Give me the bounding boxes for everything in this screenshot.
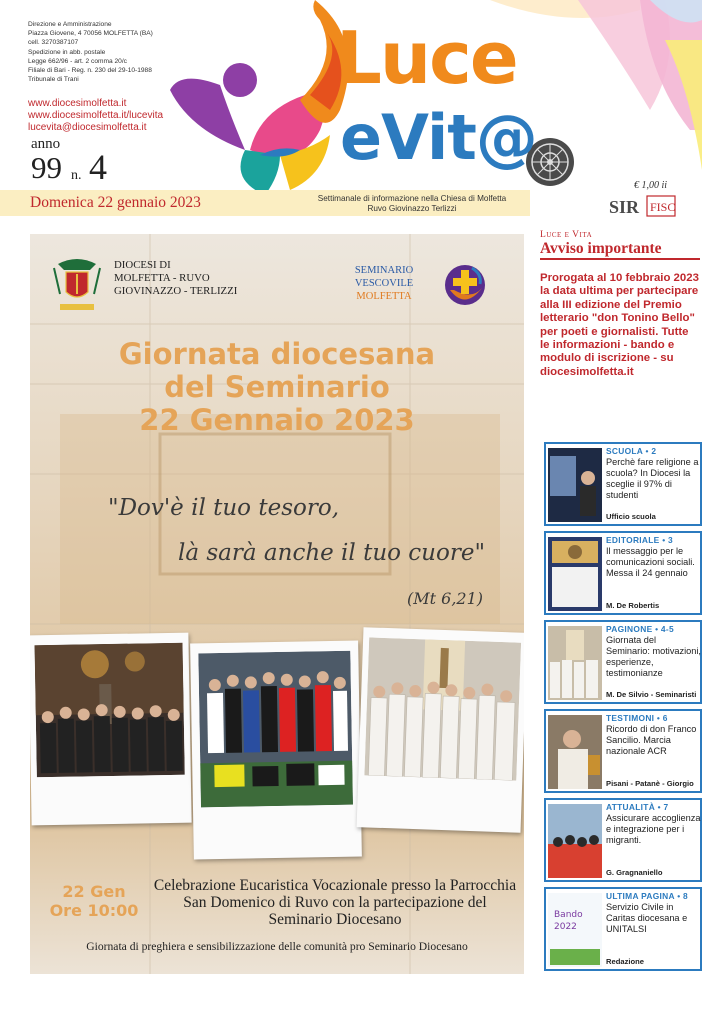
admin-line: cell. 3270387107 [28,39,79,47]
section-author: Pisani - Patanè - Giorgio [606,779,694,788]
section-label: ULTIMA PAGINA • 8 [606,891,689,901]
section-box-testimoni[interactable] [544,709,702,793]
section-label: EDITORIALE • 3 [606,535,674,545]
svg-text:Bando: Bando [554,910,583,920]
anno-label: anno [31,136,61,152]
section-text: Il messaggio per le comunicazioni sociali. Messa il 24 gennaio [606,546,695,578]
section-text: Servizio Civile in Caritas diocesana e UNITALSI [606,902,688,934]
headline-line: Giornata diocesana [118,337,436,371]
section-author: M. De Robertis [606,601,660,610]
svg-text:2022: 2022 [554,922,577,932]
headline-line: del Seminario [164,370,390,404]
notice-title: Avviso importante [540,240,662,257]
bible-quote-line1: "Dov'è il tuo tesoro, [108,495,339,521]
diocese-line: DIOCESI DI [114,259,171,271]
poster-footer: Giornata di preghiera e sensibilizzazione delle comunità pro Seminario Diocesano [86,940,468,953]
diocese-coat-of-arms [50,254,104,316]
issue-date: Domenica 22 gennaio 2023 [30,194,201,211]
event-datetime [44,882,144,920]
thumb-attualita [548,804,602,878]
admin-line: Direzione e Amministrazione [28,21,112,28]
event-time: Ore 10:00 [49,901,139,920]
section-label: ATTUALITÀ • 7 [606,802,669,812]
section-label: TESTIMONI • 6 [606,713,668,723]
svg-text:SIR: SIR [609,197,640,217]
thumb-paginone [548,626,602,700]
poster-headline [30,338,524,437]
photo-football-team [190,641,362,860]
celebration-info: Celebrazione Eucaristica Vocazionale presso la Parrocchia San Domenico di Ruvo con la partecipazione del Seminario Diocesano [153,877,517,928]
masthead-title-evita: eVit@ [340,101,537,174]
section-box-scuola[interactable] [544,442,702,526]
section-box-editoriale[interactable] [544,531,702,615]
section-box-ultima-pagina[interactable] [544,887,702,971]
notice-header [540,230,700,260]
admin-line: Filiale di Bari - Reg. n. 230 del 29-10-1988 [28,67,152,75]
website-link[interactable]: www.diocesimolfetta.it [28,98,127,109]
admin-line: Piazza Giovene, 4 70056 MOLFETTA (BA) [28,30,153,38]
section-box-paginone[interactable] [544,620,702,704]
thumb-scuola [548,448,602,522]
section-text: Perchè fare religione a scuola? In Diocesi la sceglie il 97% di studenti [606,457,699,500]
thumb-editoriale [548,537,602,611]
email-link[interactable]: lucevita@diocesimolfetta.it [28,122,147,133]
notice-divider [540,258,700,260]
admin-line: Spedizione in abb. postale [28,48,106,56]
notice-body: Prorogata al 10 febbraio 2023 la data ultima per partecipare alla III edizione del Premio letterario "don Tonino Bello" per poeti e giornalisti. Tutte le informazioni - bando e modulo di iscrizione - su diocesimolfetta.it [540,272,699,378]
seminary-day-poster [30,234,524,974]
number-label: n. [71,168,82,183]
section-label: SCUOLA • 2 [606,446,657,456]
issue-num: 4 [89,147,107,187]
section-author: Redazione [606,957,644,966]
photo-seminarians-statue [30,633,192,826]
section-box-attualita[interactable] [544,798,702,882]
admin-line: Legge 662/96 - art. 2 comma 20/c [28,57,127,65]
bible-quote-reference: (Mt 6,21) [407,589,484,608]
section-author: Ufficio scuola [606,512,656,521]
seminary-name [334,264,434,303]
section-author: G. Gragnaniello [606,868,663,877]
seminary-line: VESCOVILE [354,278,414,289]
admin-line: Tribunale di Trani [28,76,79,84]
section-author: M. De Silvio - Seminaristi [606,690,697,699]
seminary-line: SEMINARIO [354,265,414,276]
diocese-line: GIOVINAZZO - TERLIZZI [114,285,238,297]
section-label: PAGINONE • 4-5 [606,624,674,634]
price: € 1,00 ii [634,180,668,191]
section-text: Ricordo di don Franco Sancilio. Marcia nazionale ACR [606,724,697,756]
bible-quote-line2: là sarà anche il tuo cuore" [178,540,486,566]
diocese-name [114,259,237,298]
photo-image [364,637,521,780]
photo-image [198,651,353,808]
masthead-title-luce: Luce [336,16,517,100]
svg-text:FISC: FISC [650,200,676,214]
thumb-ultima-pagina [548,893,602,967]
web-links [28,98,163,134]
lucevita-link[interactable]: www.diocesimolfetta.it/lucevita [28,110,164,121]
volume-number: 99 [31,150,62,185]
event-date: 22 Gen [62,882,126,901]
photo-clergy-mass [357,627,524,833]
diocese-line: MOLFETTA - RUVO [114,272,210,284]
masthead-subtitle: Settimanale di informazione nella Chiesa di Molfetta Ruvo Giovinazzo Terlizzi [317,194,507,213]
issue-number [31,136,141,188]
section-text: Assicurare accoglienza e integrazione per i migranti. [606,813,701,845]
thumb-testimoni [548,715,602,789]
notice-label: Luce e Vita [540,230,593,240]
section-text: Giornata del Seminario: motivazioni, esperienze, testimonianze [606,635,701,678]
seminary-line: MOLFETTA [356,291,412,302]
headline-line: 22 Gennaio 2023 [139,403,415,437]
sir-fisc-logo [609,193,679,219]
seminary-logo [442,260,488,310]
administration-info [28,20,178,84]
photo-image [35,643,185,778]
